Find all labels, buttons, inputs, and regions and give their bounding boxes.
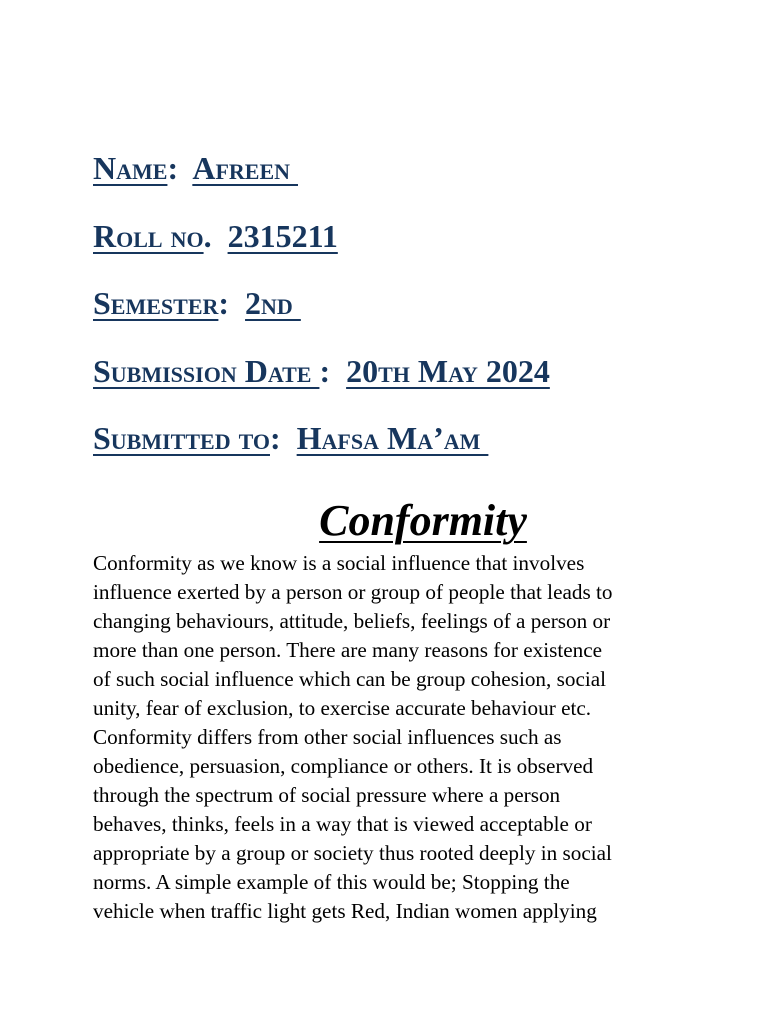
paragraph-line: influence exerted by a person or group of people that leads to (93, 580, 613, 604)
paragraph-line: changing behaviours, attitude, beliefs, feelings of a person or (93, 609, 611, 633)
field-separator: : (167, 150, 193, 186)
paragraph-line: Conformity differs from other social influences such as (93, 725, 562, 749)
field-value: 2315211 (227, 217, 338, 254)
paragraph-line: obedience, persuasion, compliance or others. It is observed (93, 754, 594, 778)
paragraph-line: more than one person. There are many reasons for existence (93, 638, 603, 662)
paragraph-line: of such social influence which can be group cohesion, social (93, 667, 607, 691)
submitted-to-field (93, 418, 713, 486)
document-title: Conformity (319, 496, 527, 545)
field-separator: : (218, 285, 246, 321)
field-value: 2nd (245, 285, 301, 321)
submission-date-field (93, 351, 713, 419)
paragraph-line: appropriate by a group or society thus rooted deeply in social (93, 841, 612, 865)
paragraph-line: Conformity as we know is a social influence that involves (93, 551, 585, 575)
roll-no-field (93, 216, 713, 284)
field-label: Semester (93, 285, 219, 321)
field-label: Submission Date (93, 352, 320, 389)
student-info (93, 148, 713, 486)
field-value: Afreen (192, 150, 298, 186)
field-label: Submitted to (93, 420, 270, 456)
paragraph-line: through the spectrum of social pressure where a person (93, 783, 561, 807)
field-label: Name (93, 150, 168, 186)
paragraph-line: unity, fear of exclusion, to exercise accurate behaviour etc. (93, 696, 592, 720)
semester-field (93, 283, 713, 351)
paragraph-line: norms. A simple example of this would be; Stopping the (93, 870, 570, 894)
field-separator: . (203, 217, 228, 254)
name-field (93, 148, 713, 216)
field-value: 20th May 2024 (346, 352, 550, 389)
paragraph-line: behaves, thinks, feels in a way that is viewed acceptable or (93, 812, 592, 836)
body-paragraph (93, 549, 673, 926)
paragraph-line: vehicle when traffic light gets Red, Indian women applying (93, 899, 597, 923)
field-separator: : (319, 352, 347, 389)
field-value: Hafsa Ma’am (296, 420, 489, 456)
field-separator: : (269, 420, 297, 456)
field-label: Roll no (93, 217, 204, 254)
